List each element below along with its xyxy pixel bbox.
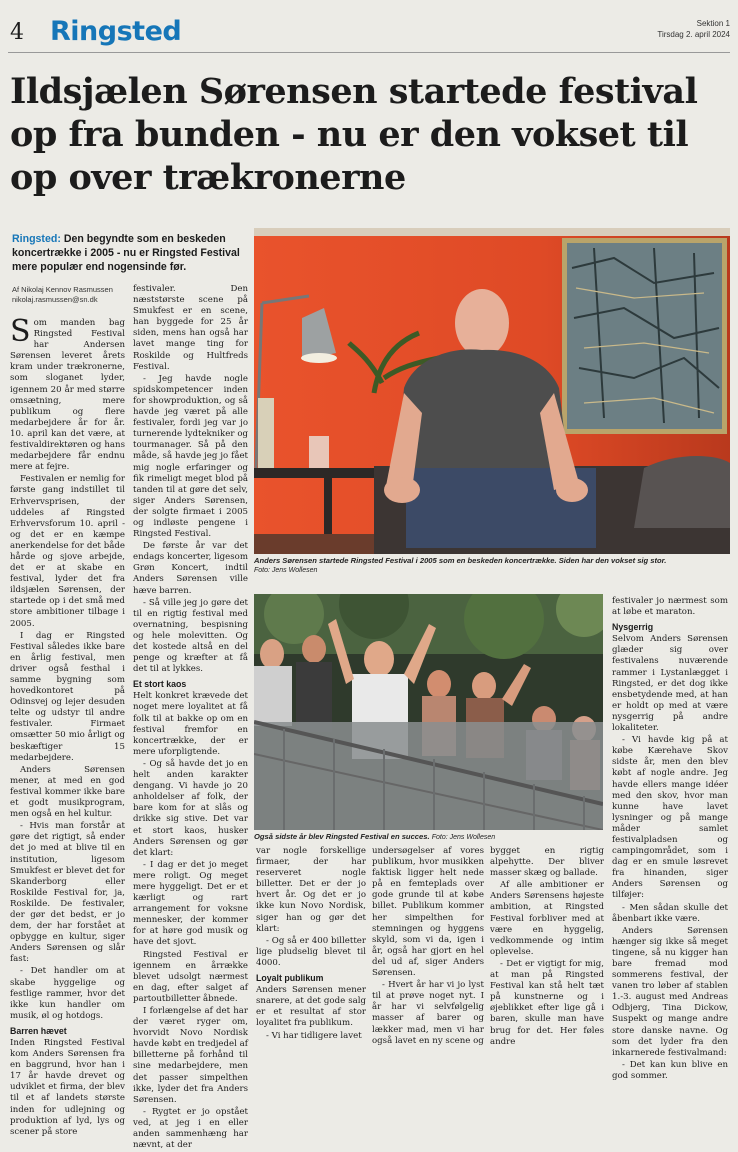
headline: Ildsjælen Sørensen startede festival op fra bunden - nu er den vokset til op over trækronerne [10,71,698,198]
lead-city: Ringsted: [12,233,61,245]
lead-text: Den begyndte som en beskeden koncertrække i 2005 - nu er Ringsted Festival mere populær end nogensinde før. [12,233,240,273]
byline-email: nikolaj.rasmussen@sn.dk [12,295,98,304]
paragraph: - Vi havde kig på at købe Kærehave Skov sidste år, men den blev købt af nogle andre. Jeg havde ellers mange idéer med den skov, hvor man kunne have lavet lysninger og på mange måder samlet festivalpladsen og campingområdet, som i dag er en smule løsrevet fra hinanden, siger Anders Sørensen og tilføjer: [612,735,728,901]
paragraph: bygget en rigtig alpehytte. Der bliver masser skæg og ballade. [490,846,604,879]
paragraph: - Hvis man forstår at gøre det rigtigt, så ender det jo med at blive til en institution, ligesom Smukfest er blevet det for Skanderborg eller Roskilde Festival for, ja, Roskilde. De festivaler, der gør det bedst, er jo dem, der har forstået at opbygge en kultur, siger Anders Sørensen og slår fast: [10,821,125,965]
paragraph: festivaler. Den næststørste scene på Smukfest er en scene, han byggede for 25 år siden, mens han også har lavet mange ting for Roskilde og Hultfreds Festival. [133,284,248,372]
paragraph: - Rygtet er jo opstået ved, at jeg i en eller anden sammenhæng har nævnt, at der [133,1106,248,1151]
paragraph: - Det er vigtigt for mig, at man på Ringsted Festival kan stå helt tæt på kunstnerne og i øjeblikket efter lige gå i baren, skulle man have brug for det. Her føles andre [490,958,604,1047]
paragraph: - Så ville jeg jo gøre det til en rigtig festival med overnatning, bespisning og hele molevitten. Og det kostede altså en del penge og kræfter at få det til at lykkes. [133,597,248,675]
crowd-photo [254,594,603,830]
paragraph: Helt konkret krævede det noget mere loyalitet at få folk til at bakke op om en festival fremfor en koncertrække, der er mere uforpligtende. [133,691,248,757]
column-1 [10,314,125,1139]
paragraph: Anders Sørensen mener snarere, at det gode salg er et resultat af stor loyalitet fra publikum. [256,985,366,1029]
subheading: Loyalt publikum [256,973,324,984]
header-rule [8,52,730,53]
portrait-caption-text: Anders Sørensen startede Ringsted Festival i 2005 som en beskeden koncertrække. Siden har den vokset sig stor. [254,556,667,565]
paragraph: - Hvert år har vi jo lyst til at prøve noget nyt. I år har vi selvfølgelig masser af barer og lækker mad, men vi har også lavet en ny scene og [372,980,484,1046]
column-6 [490,846,604,1049]
byline [12,285,113,305]
crowd-caption-text: Også sidste år blev Ringsted Festival en succes. [254,832,430,841]
issue-date: Tirsdag 2. april 2024 [657,30,730,39]
paragraph: undersøgelser af vores publikum, hvor musikken faktisk ligger helt nede på en femteplads over gode grunde til at købe billet. Publikum kommer her simpelthen for stemningen og hyggens skyld, som vi da, igen i år, også har gjort en hel del ud af, siger Anders Sørensen. [372,846,484,979]
paragraph: - Jeg havde nogle spidskompetencer inden for showproduktion, og så havde jeg været på alle festivaler, fordi jeg var jo turnerende lydtekniker og tourmanager. Så på den måde, så havde jeg jo fået mig nogle erfaringer og fik rimeligt meget blod på tanden til at gøre det selv, siger Anders Sørensen, der solgte firmaet i 2005 og indløste pengene i Ringsted Festival. [133,373,248,540]
byline-author: Af Nikolaj Kennov Rasmussen [12,285,113,294]
paragraph: I forlængelse af det har der været ryger om, hvorvidt Novo Nordisk havde købt en tredjedel af billetterne på forhånd til sine medarbejdere, men det passer simpelthen ikke, lyder det fra Anders Sørensen. [133,1006,248,1105]
column-4 [256,846,366,1043]
paragraph: - Det kan kun blive en god sommer. [612,1059,728,1081]
paragraph: - Og så er 400 billetter lige pludselig blevet til 4000. [256,935,366,968]
paragraph: I dag er Ringsted Festival således ikke bare en årlig festival, men driver også festhal i samme bygning som hovedkontoret på Odinsvej og lejer desuden telte og udstyr til andre festivaler. Firmaet omsætter 50 mio årligt og beskæftiger 15 medarbejdere. [10,630,125,763]
paragraph: var nogle forskellige firmaer, der har reserveret nogle billetter. Det er der jo hvert år. Og det er jo ikke kun Novo Nordisk, siger han og gør det klart: [256,846,366,934]
paragraph: - Og så havde det jo en helt anden karakter dengang. Vi havde jo 20 anholdelser af folk, der bare kom for at slås og drikke sig stive. Det var et stort kaos, husker Anders Sørensen og gør det klart: [133,758,248,858]
page-number: 4 [10,20,24,45]
paragraph: Af alle ambitioner er Anders Sørensens højeste ambition, at Ringsted Festival forbliver med at være en hyggelig, vedkommende og intim oplevelse. [490,880,604,957]
paragraph: Anders Sørensen mener, at med en god festival kommer ikke bare et godt musikprogram, men også en hel kultur. [10,764,125,820]
portrait-photo [254,228,730,554]
crowd-credit: Foto: Jens Wollesen [431,834,496,841]
subheading: Nysgerrig [612,622,654,633]
paragraph: Anders Sørensen hænger sig ikke så meget tingene, så nu kigger han bare fremad mod sommerens festival, der vanen tro løber af stablen 1.-3. august med Andreas Odbjerg, Tina Dickow, Suspekt og mange andre store danske navne. Og som det lyder fra den inkarnerede festivalmand: [612,925,728,1058]
section-label: Sektion 1 [696,19,730,28]
paragraph: - Men sådan skulle det åbenbart ikke være. [612,902,728,924]
subheading: Barren hævet [10,1025,67,1036]
crowd-caption [254,832,603,843]
paragraph [10,314,125,473]
paragraph: festivaler jo nærmest som at løbe et maraton. [612,596,728,618]
column-7 [612,596,728,1083]
paragraph: Festivalen er nemlig for første gang indstillet til Erhvervsprisen, der uddeles af Ringsted Erhvervsforum 10. april - og det er en kæmpe anerkendelse for det både hårde og sjove arbejde, det er at skabe en festival, lyder det fra ildsjælen Sørensen, der startede op i det små med store ambitioner tilbage i 2005. [10,474,125,629]
paragraph: De første år var det endags koncerter, ligesom Grøn Koncert, indtil Anders Sørensen ville hæve barren. [133,541,248,596]
subheading: Et stort kaos [133,679,187,690]
section-name: Ringsted [50,16,182,47]
lead [12,232,250,274]
crowd-photo-art [254,594,603,830]
paragraph-text: om manden bag Ringsted Festival har Andersen Sørensen leveret årets kram under trækronerne, som sloganet lyder, igennem 20 år med større omsætning, mere publikum og flere medarbejdere år for år. 10. april kan det være, at festivaldirektøren og hans medarbejdere får endnu mere at fejre. [10,318,125,473]
paragraph: - I dag er det jo meget mere roligt. Og meget mere hyggeligt. Det er et kærligt og rart arrangement for voksne mennesker, der kommer for at høre god musik og have det sjovt. [133,859,248,948]
paragraph: - Vi har tidligere lavet [266,1030,362,1041]
paragraph: Selvom Anders Sørensen glæder sig over festivalens nuværende rammer i Lystanlægget i Ringsted, er det dog ikke ensbetydende med, at han er holdt op med at være nysgerrig på andre lokaliteter. [612,634,728,734]
dropcap: S [10,314,31,349]
column-5 [372,846,484,1048]
portrait-photo-art [254,228,730,554]
paragraph: Ringsted Festival er igennem en årrække blevet udsolgt nærmest en dag, efter salget af partoutbilletter åbnede. [133,949,248,1004]
portrait-credit: Foto: Jens Wollesen [254,567,318,574]
issue-meta [657,18,730,40]
portrait-caption [254,556,730,576]
paragraph: Inden Ringsted Festival kom Anders Sørensen fra en baggrund, hvor han i 17 år havde drevet og udviklet et firma, der blev til et af landets største inden for udlejning og produktion af lyd, lys og scener på store [10,1038,125,1137]
column-2 [133,284,248,1152]
paragraph: - Det handler om at skabe hyggelige og festlige rammer, hvor det ikke kun handler om musik, øl og hotdogs. [10,966,125,1021]
